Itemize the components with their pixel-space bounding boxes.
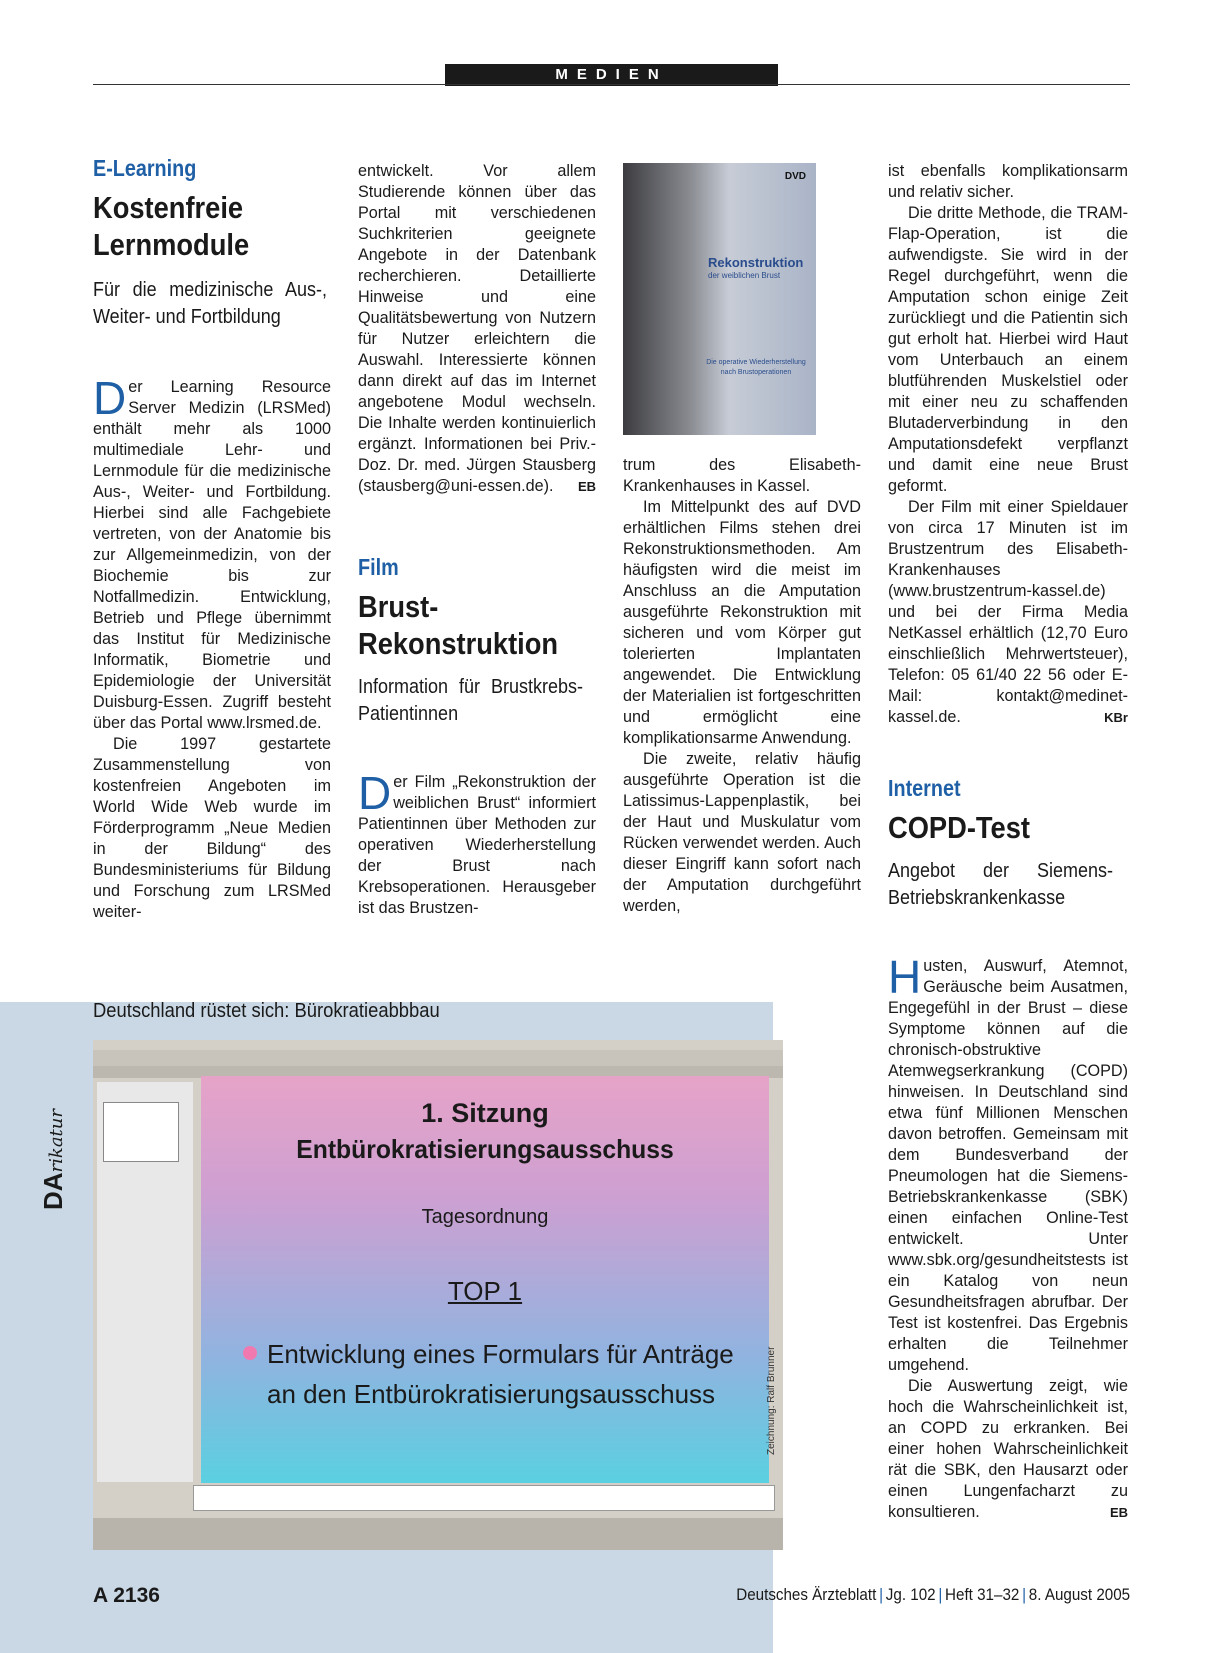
article-copd-p2: Die Auswertung zeigt, wie hoch die Wahrscheinlichkeit ist, an COPD zu erkranken. Bei einer hohen Wahrscheinlichkeit rät die SBK, den Hausarzt oder einen Lungenfacharzt zu konsultieren. EB [888,1377,1128,1521]
section-label: MEDIEN [445,64,778,86]
dvd-logo: DVD [784,171,806,182]
author-sig-eb: EB [577,479,596,494]
cartoon-caption: Deutschland rüstet sich: Bürokratieabbbau [93,1000,440,1022]
dvd-subtitle: der weiblichen Brust [708,271,781,280]
bullet-icon [243,1346,257,1360]
headline-lernmodule: Kostenfreie Lernmodule [93,190,250,262]
dvd-title: Rekonstruktion [708,255,804,270]
rubric-elearning: E-Learning [93,155,197,181]
headline-brust: Brust-Rekonstruktion [358,589,559,661]
subline-lernmodule: Für die medizinische Aus-, Weiter- und Fortbildung [93,279,327,328]
page-number: A 2136 [93,1584,160,1607]
dvd-cover-image [623,163,816,435]
slide-thumbnail [103,1102,179,1162]
menu-bar [93,1050,783,1066]
author-sig-kbr: KBr [1104,710,1128,725]
subline-copd: Angebot der Siemens-Betriebskrankenkasse [888,860,1113,909]
dropcap: H [888,951,922,1003]
article-film-p1: Der Film „Rekonstruktion der weiblichen Brust“ informiert Patientinnen über Methoden zur operativen Wiederherstellung der Brust nach Krebsoperationen. Herausgeber ist das Brustzen- [358,767,596,917]
article-film-p4: Die zweite, relativ häufig ausgeführte Operation ist die Latissimus-Lappenplastik, bei der Haut und Muskulatur vom Rücken verwendet werden. Auch dieser Eingriff kann sofort nach der Amputation durchgeführt werden, [623,750,861,915]
rubric-internet: Internet [888,775,961,801]
dropcap: D [358,767,392,819]
slide-line-3: Tagesordnung [421,1206,549,1228]
dropcap: D [93,372,127,424]
darikatur-logo: DArikatur [38,1109,68,1210]
column-4 [888,161,1128,1523]
rubric-film: Film [358,554,399,580]
slide-line-4: TOP 1 [447,1276,523,1306]
slide-line-1: 1. Sitzung [421,1098,549,1128]
article-elearning-p2: Die 1997 gestartete Zusammenstellung von kostenfreien Angeboten im World Wide Web wurde im Förderprogramm „Neue Medien in der Bildung“ des Bundesministeriums für Bildung und Forschung zum LRSMed weiter- [93,735,331,921]
slide-line-2: Entbürokratisierungsausschuss [296,1134,674,1164]
column-3 [623,455,861,917]
slide [201,1076,769,1483]
article-film-p2: trum des Elisabeth-Krankenhauses in Kassel. [623,456,861,495]
author-sig-eb: EB [1109,1505,1128,1520]
article-film-p3: Im Mittelpunkt des auf DVD erhältlichen Films stehen drei Rekonstruktionsmethoden. Am häufigsten wird die meist im Anschluss an die Amputation ausgeführte Rekonstruktion mit sicheren und vom Körper gut tolerierten Implantaten angewendet. Die Entwicklung der Materialien ist fortgeschritten und ermöglicht eine komplikationsarme Anwendung. [623,498,861,747]
cartoon-screenshot [93,1040,783,1550]
status-bar [93,1518,783,1550]
article-film-p7: Der Film mit einer Spieldauer von circa 17 Minuten ist im Brustzentrum des Elisabeth-Krankenhauses (www.brustzentrum-kassel.de) und bei der Firma Media NetKassel erhältlich (12,70 Euro einschließlich Mehrwertsteuer), Telefon: 05 61/40 22 56 oder E-Mail: kontakt@medinet-kassel.de. KBr [888,498,1128,726]
article-copd-p1: Husten, Auswurf, Atemnot, Geräusche beim Ausatmen, Engegefühl in der Brust – diese Symptome können auf die chronisch-obstruktive Atemwegserkrankung (COPD) hinweisen. In Deutschland sind etwa fünf Millionen Menschen davon betroffen. Gemeinsam mit dem Bundesverband der Pneumologen hat die Siemens-Betriebskrankenkasse (SBK) einen einfachen Online-Test entwickelt. Unter www.sbk.org/gesundheitstests ist ein Katalog von neun Gesundheitsfragen abrufbar. Der Test ist kostenfrei. Das Ergebnis erhalten die Teilnehmer umgehend. [888,951,1128,1374]
article-elearning-p1: Der Learning Resource Server Medizin (LRSMed) enthält mehr als 1000 multimediale Lehr- und Lernmodule für die medizinische Aus-, Weiter- und Fortbildung. Hierbei sind alle Fachgebiete vertreten, von der Anatomie bis zur Allgemeinmedizin, von der Biochemie bis zur Notfallmedizin. Entwicklung, Betrieb und Pflege übernimmt das Institut für Medizinische Informatik, Biometrie und Epidemiologie der Universität Duisburg-Essen. Zugriff besteht über das Portal www.lrsmed.de. [93,372,331,732]
column-2 [358,161,596,919]
column-1 [93,155,331,923]
cartoon-credit: Zeichnung: Ralf Brunner [766,1346,777,1455]
headline-copd: COPD-Test [888,810,1030,845]
article-elearning-p3: entwickelt. Vor allem Studierende können über das Portal mit verschiedenen Suchkriterien geeignete Angebote in der Datenbank recherchieren. Detaillierte Hinweise und eine Qualitätsbewertung von Nutzern für Nutzer erleichtern die Auswahl. Interessierte können dann direkt auf das im Internet angebotene Modul wechseln. Die Inhalte werden kontinuierlich ergänzt. Informationen bei Priv.-Doz. Dr. med. Jürgen Stausberg (stausberg@uni-essen.de). EB [358,162,596,495]
slide-bullet-text: Entwicklung eines Formulars für Anträge an den Entbürokratisierungsausschuss [267,1339,734,1409]
journal-footer: Deutsches Ärzteblatt | Jg. 102 | Heft 31–32 | 8. August 2005 [736,1586,1130,1604]
subline-brust: Information für Brustkrebs-Patientinnen [358,676,583,725]
article-film-p5: ist ebenfalls komplikationsarm und relativ sicher. [888,162,1128,201]
article-film-p6: Die dritte Methode, die TRAM-Flap-Operation, ist die aufwendigste. Sie wird in der Regel durchgeführt, wenn die Amputation schon einige Zeit zurückliegt und die Patientin sich gut erholt hat. Hierbei wird Haut vom Unterbauch an einem blutführenden Muskelstiel oder mit einer neu zu schaffenden Blutaderverbindung in den Amputationsdefekt verpflanzt und damit eine neue Brust geformt. [888,204,1128,495]
dvd-text: Die operative Wiederherstellung nach Brustoperationen [706,359,806,376]
notes-field [193,1485,775,1511]
header-rule [93,84,1130,85]
